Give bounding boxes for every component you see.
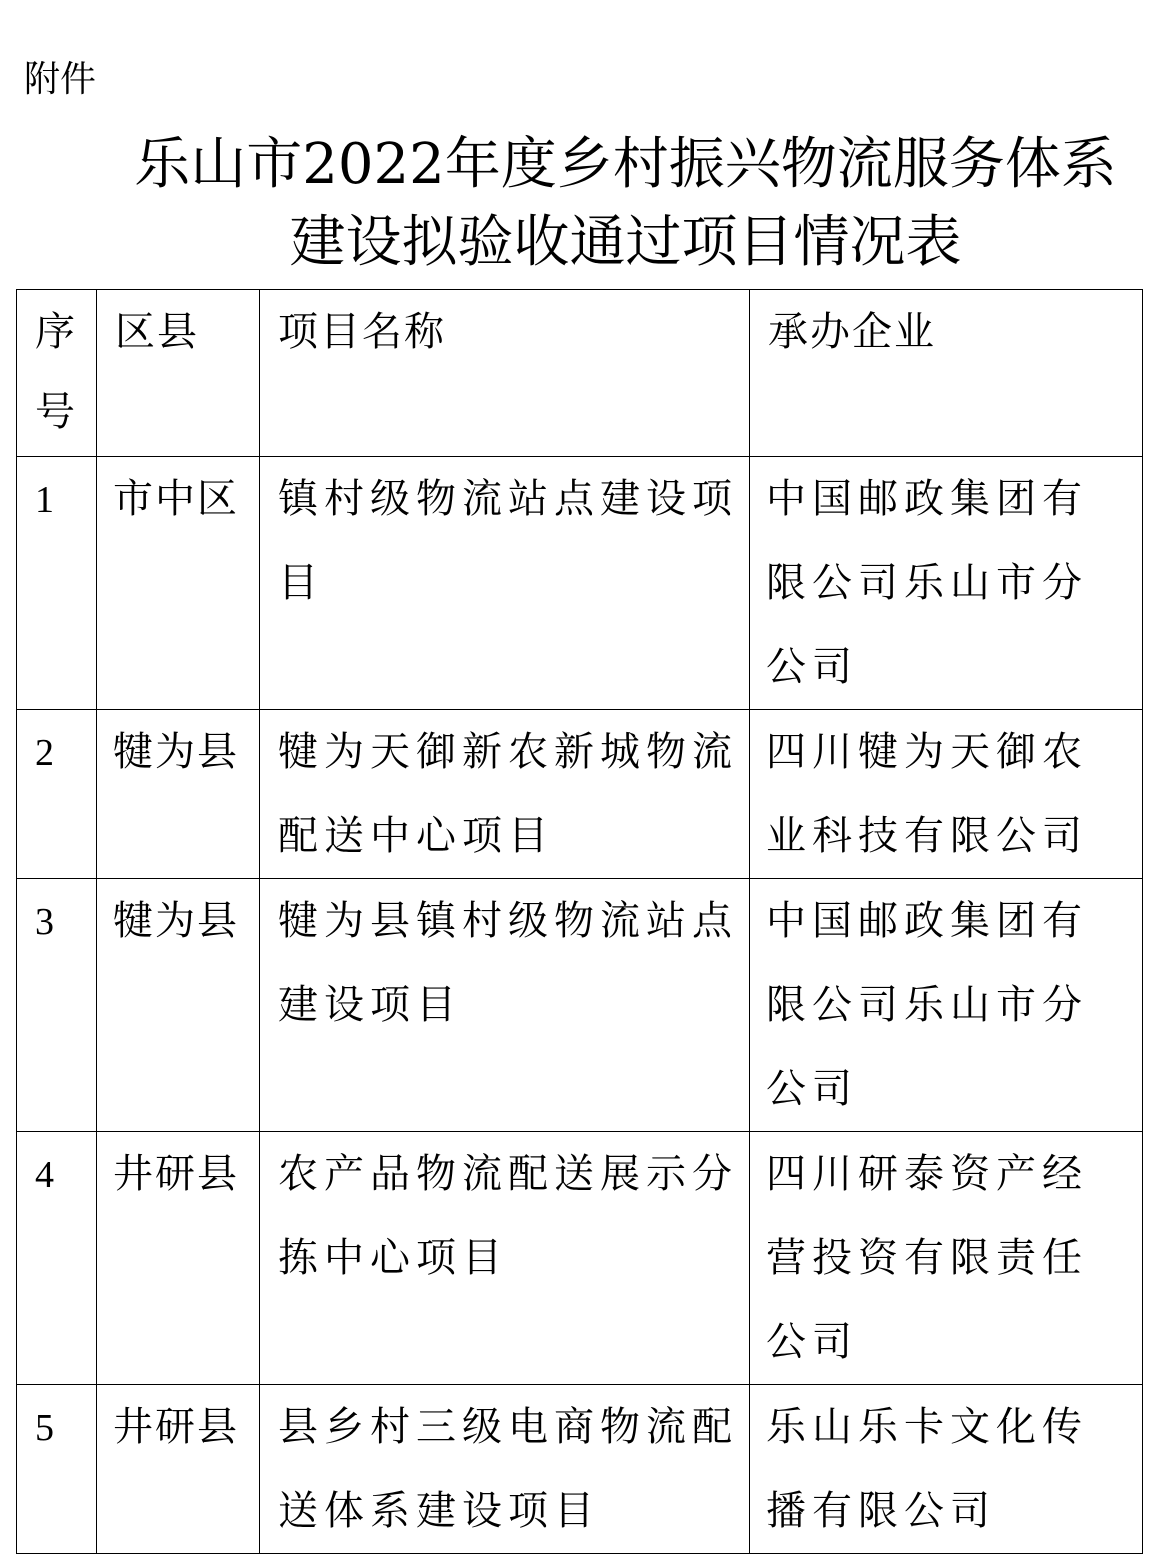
row-district: 井研县 [97, 1385, 260, 1554]
row-district: 犍为县 [97, 710, 260, 879]
row-district: 井研县 [97, 1132, 260, 1385]
table-row [17, 710, 1143, 879]
header-project-name: 项目名称 [260, 290, 750, 457]
row-district: 犍为县 [97, 879, 260, 1132]
row-project-name: 农产品物流配送展示分拣中心项目 [260, 1132, 750, 1385]
header-district: 区县 [97, 290, 260, 457]
row-organizer: 中国邮政集团有限公司乐山市分公司 [750, 879, 1143, 1132]
row-project-name: 犍为县镇村级物流站点建设项目 [260, 879, 750, 1132]
title-line-2: 建设拟验收通过项目情况表 [289, 210, 962, 275]
row-seq-number: 4 [35, 1154, 54, 1196]
header-seq [17, 290, 97, 457]
table-row [17, 1385, 1143, 1554]
row-seq-number: 1 [35, 479, 54, 521]
table-row [17, 879, 1143, 1132]
table-row [17, 1132, 1143, 1385]
row-seq-number: 5 [35, 1407, 54, 1449]
row-seq [17, 457, 97, 710]
project-table [16, 289, 1143, 1554]
row-seq-number: 3 [35, 901, 54, 943]
row-project-name: 犍为天御新农新城物流配送中心项目 [260, 710, 750, 879]
row-organizer: 四川犍为天御农业科技有限公司 [750, 710, 1143, 879]
header-organizer: 承办企业 [750, 290, 1143, 457]
row-seq [17, 879, 97, 1132]
row-seq [17, 710, 97, 879]
row-organizer: 中国邮政集团有限公司乐山市分公司 [750, 457, 1143, 710]
row-project-name: 县乡村三级电商物流配送体系建设项目 [260, 1385, 750, 1554]
row-seq [17, 1132, 97, 1385]
row-project-name: 镇村级物流站点建设项目 [260, 457, 750, 710]
header-seq-label: 序号 [35, 309, 75, 435]
row-district: 市中区 [97, 457, 260, 710]
document-title [0, 126, 1161, 282]
row-organizer: 四川研泰资产经营投资有限责任公司 [750, 1132, 1143, 1385]
row-seq [17, 1385, 97, 1554]
attachment-label: 附件 [24, 59, 97, 100]
title-line-1: 乐山市2022年度乡村振兴物流服务体系 [134, 132, 1117, 197]
table-row [17, 457, 1143, 710]
table-header-row [17, 290, 1143, 457]
row-organizer: 乐山乐卡文化传播有限公司 [750, 1385, 1143, 1554]
row-seq-number: 2 [35, 732, 54, 774]
